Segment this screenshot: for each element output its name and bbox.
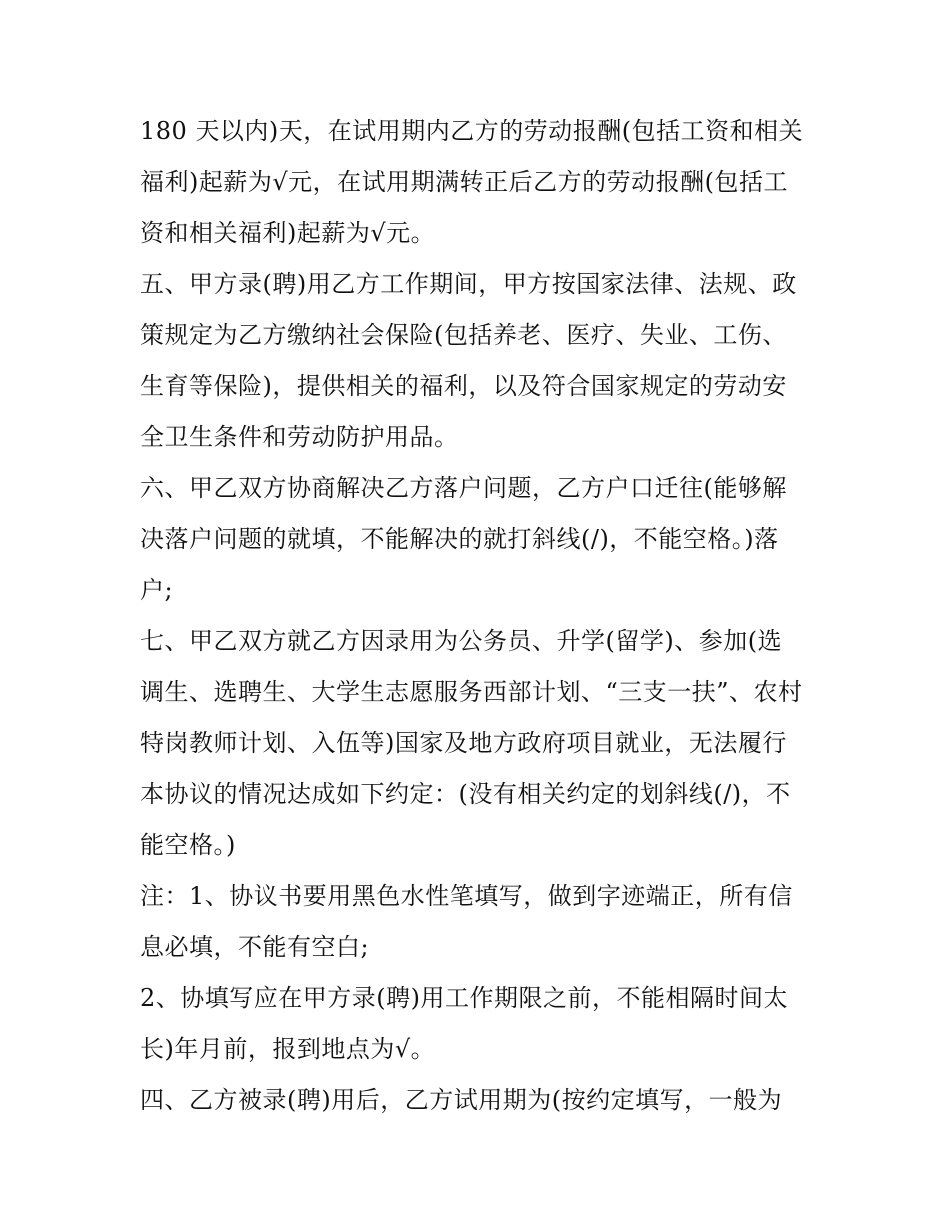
text-line: 本协议的情况达成如下约定：(没有相关约定的划斜线(/)，不: [140, 780, 791, 808]
text-line: 五、甲方录(聘)用乙方工作期间，甲方按国家法律、法规、政: [140, 270, 797, 298]
text-line: 六、甲乙双方协商解决乙方落户问题，乙方户口迁往(能够解: [140, 474, 787, 502]
text-line: 能空格。): [140, 831, 236, 859]
text-line: 息必填，不能有空白;: [140, 933, 370, 961]
text-line: 策规定为乙方缴纳社会保险(包括养老、医疗、失业、工伤、: [140, 321, 787, 349]
text-line: 福利)起薪为√元，在试用期满转正后乙方的劳动报酬(包括工: [140, 168, 789, 196]
document-body: [140, 106, 820, 1126]
text-line: 2、协填写应在甲方录(聘)用工作期限之前，不能相隔时间太: [140, 984, 788, 1012]
text-line: 特岗教师计划、入伍等)国家及地方政府项目就业，无法履行: [140, 729, 787, 757]
text-line: 户;: [140, 576, 174, 604]
text-line: 七、甲乙双方就乙方因录用为公务员、升学(留学)、参加(选: [140, 627, 783, 655]
text-line: 长)年月前，报到地点为√。: [140, 1035, 436, 1063]
text-line: 生育等保险)，提供相关的福利，以及符合国家规定的劳动安: [140, 372, 787, 400]
text-line: 180 天以内)天，在试用期内乙方的劳动报酬(包括工资和相关: [140, 117, 804, 145]
text-line: 决落户问题的就填，不能解决的就打斜线(/)，不能空格。)落: [140, 525, 779, 553]
text-line: 全卫生条件和劳动防护用品。: [140, 423, 459, 451]
text-line: 调生、选聘生、大学生志愿服务西部计划、“三支一扶”、农村: [140, 678, 803, 706]
text-line: 注：1、协议书要用黑色水性笔填写，做到字迹端正，所有信: [140, 882, 793, 910]
text-line: 四、乙方被录(聘)用后，乙方试用期为(按约定填写，一般为: [140, 1086, 783, 1114]
text-line: 资和相关福利)起薪为√元。: [140, 219, 436, 247]
